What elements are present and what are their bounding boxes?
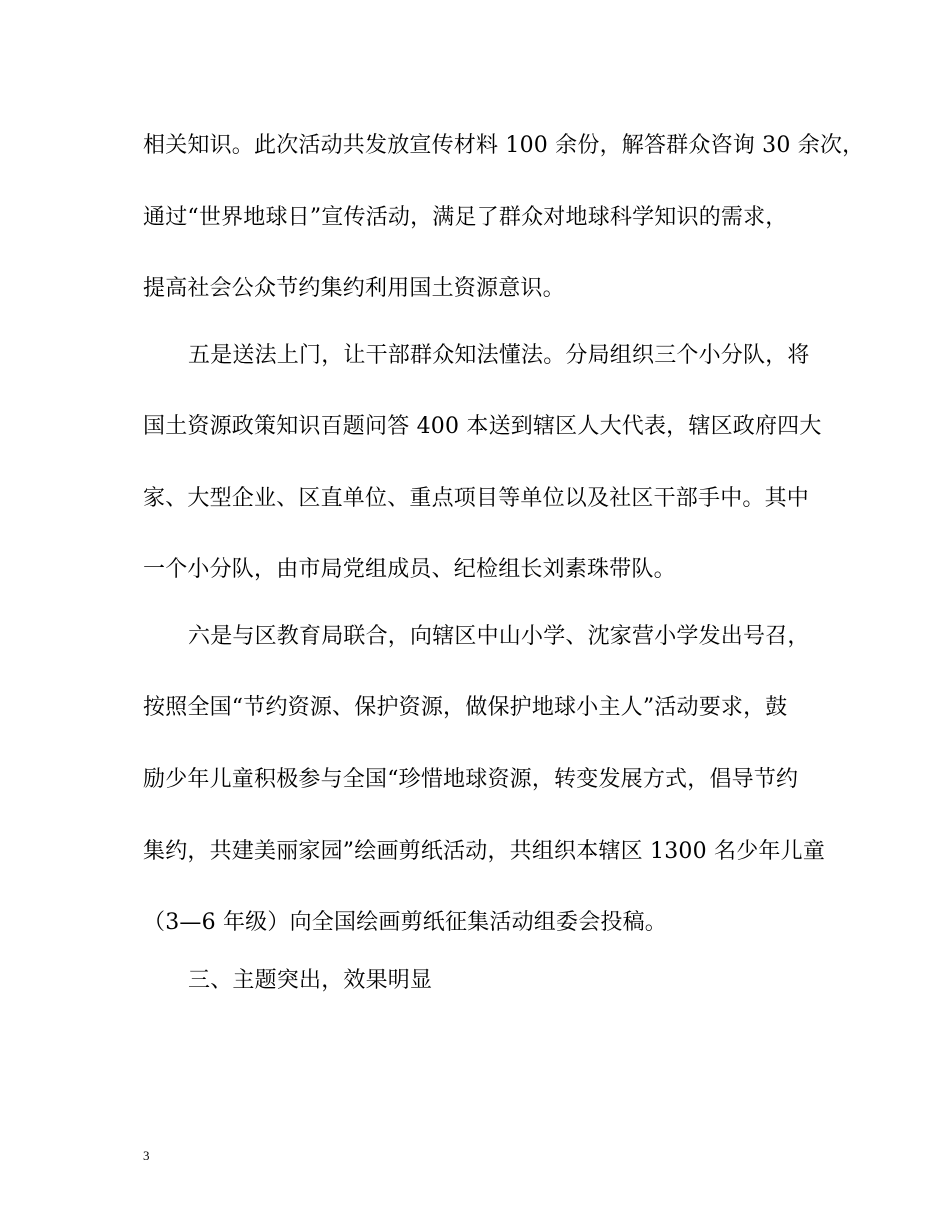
text-line: 通过“世界地球日”宣传活动，满足了群众对地球科学知识的需求，: [143, 205, 788, 230]
paragraph-start-line: 五是送法上门，让干部群众知法懂法。分局组织三个小分队，将: [188, 343, 810, 368]
paragraph-start-line: 六是与区教育局联合，向辖区中山小学、沈家营小学发出号召，: [188, 624, 810, 649]
text-line: 国土资源政策知识百题问答 400 本送到辖区人大代表，辖区政府四大: [143, 414, 822, 439]
text-line: 家、大型企业、区直单位、重点项目等单位以及社区干部手中。其中: [143, 486, 810, 511]
section-heading: 三、主题突出，效果明显: [188, 968, 433, 993]
text-line: 励少年儿童积极参与全国“珍惜地球资源，转变发展方式，倡导节约: [143, 767, 799, 792]
text-line: 集约，共建美丽家园”绘画剪纸活动，共组织本辖区 1300 名少年儿童: [143, 839, 826, 864]
text-line: 按照全国“节约资源、保护资源，做保护地球小主人”活动要求，鼓: [143, 695, 788, 720]
text-line: （3—6 年级）向全国绘画剪纸征集活动组委会投稿。: [143, 910, 667, 935]
text-line: 相关知识。此次活动共发放宣传材料 100 余份，解答群众咨询 30 余次，: [143, 133, 865, 158]
text-line: 提高社会公众节约集约利用国土资源意识。: [143, 276, 565, 301]
text-line: 一个小分队，由市局党组成员、纪检组长刘素珠带队。: [143, 557, 676, 582]
page-number: 3: [143, 1148, 150, 1163]
